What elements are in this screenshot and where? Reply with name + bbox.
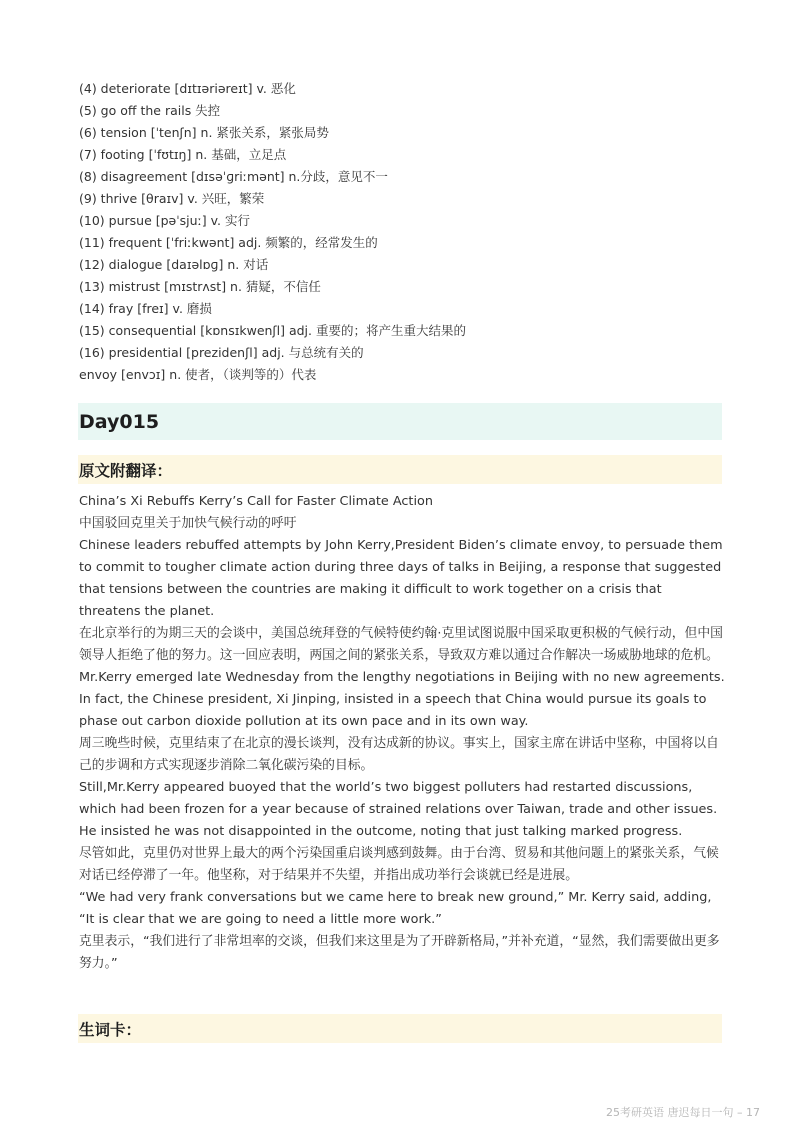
vocab-item: (8) disagreement [dɪsəˈɡriːmənt] n.分歧，意见不一 [79, 169, 388, 184]
section-heading-original [78, 455, 722, 484]
paragraph-en: Mr.Kerry emerged late Wednesday from the lengthy negotiations in Beijing with no new agreements. In fact, the Chinese president, Xi Jinping, insisted in a speech that China would pursue its goals to phase out carbon dioxide pollution at its own pace and in its own way. [79, 670, 725, 729]
day-heading [78, 403, 722, 440]
day-title: Day015 [79, 410, 160, 433]
vocab-item: (13) mistrust [mɪstrʌst] n. 猜疑，不信任 [79, 279, 321, 294]
vocab-item: envoy [envɔɪ] n. 使者，（谈判等的）代表 [79, 367, 317, 382]
article-body [79, 491, 727, 975]
vocab-item: (16) presidential [prezidenʃl] adj. 与总统有关的 [79, 345, 364, 360]
paragraph-en: “We had very frank conversations but we came here to break new ground,” Mr. Kerry said, adding, “It is clear that we are going to need a little more work.” [79, 890, 712, 927]
vocab-item: (6) tension [ˈtenʃn] n. 紧张关系，紧张局势 [79, 125, 329, 140]
vocab-item: (12) dialogue [daɪəlɒɡ] n. 对话 [79, 257, 269, 272]
vocab-item: (15) consequential [kɒnsɪkwenʃl] adj. 重要的；将产生重大结果的 [79, 323, 466, 338]
vocab-item: (14) fray [freɪ] v. 磨损 [79, 301, 212, 316]
section-heading-vocab [78, 1014, 722, 1043]
vocab-item: (5) go off the rails 失控 [79, 103, 221, 118]
section-title: 生词卡： [79, 1020, 142, 1039]
vocab-item: (11) frequent [ˈfriːkwənt] adj. 频繁的，经常发生的 [79, 235, 378, 250]
paragraph-en: Chinese leaders rebuffed attempts by John Kerry,President Biden’s climate envoy, to persuade them to commit to tougher climate action during three days of talks in Beijing, a response that suggested that tensions between the countries are making it difficult to work together on a crisis that threatens the planet. [79, 538, 723, 619]
page-footer: 25考研英语 唐迟每日一句 – 17 [606, 1106, 760, 1119]
paragraph-zh: 克里表示，“我们进行了非常坦率的交谈，但我们来这里是为了开辟新格局，”并补充道，“显然，我们需要做出更多努力。” [79, 934, 720, 971]
article-title-zh: 中国驳回克里关于加快气候行动的呼吁 [79, 516, 297, 531]
vocab-item: (7) footing [ˈfʊtɪŋ] n. 基础，立足点 [79, 147, 287, 162]
vocab-item: (4) deteriorate [dɪtɪəriəreɪt] v. 恶化 [79, 81, 296, 96]
vocab-item: (9) thrive [θraɪv] v. 兴旺，繁荣 [79, 191, 265, 206]
vocab-item: (10) pursue [pəˈsjuː] v. 实行 [79, 213, 251, 228]
vocabulary-list [79, 78, 729, 386]
section-title: 原文附翻译： [79, 461, 173, 480]
paragraph-en: Still,Mr.Kerry appeared buoyed that the world’s two biggest polluters had restarted discussions, which had been frozen for a year because of strained relations over Taiwan, trade and other issues. He insisted he was not disappointed in the outcome, noting that just talking marked progress. [79, 780, 718, 839]
paragraph-zh: 在北京举行的为期三天的会谈中，美国总统拜登的气候特使约翰·克里试图说服中国采取更积极的气候行动，但中国领导人拒绝了他的努力。这一回应表明，两国之间的紧张关系，导致双方难以通过合作解决一场威胁地球的危机。 [79, 626, 723, 663]
article-title-en: China’s Xi Rebuffs Kerry’s Call for Faster Climate Action [79, 494, 433, 509]
paragraph-zh: 尽管如此，克里仍对世界上最大的两个污染国重启谈判感到鼓舞。由于台湾、贸易和其他问题上的紧张关系，气候对话已经停滞了一年。他坚称，对于结果并不失望，并指出成功举行会谈就已经是进展。 [79, 846, 719, 883]
paragraph-zh: 周三晚些时候，克里结束了在北京的漫长谈判，没有达成新的协议。事实上，国家主席在讲话中坚称，中国将以自己的步调和方式实现逐步消除二氧化碳污染的目标。 [79, 736, 719, 773]
